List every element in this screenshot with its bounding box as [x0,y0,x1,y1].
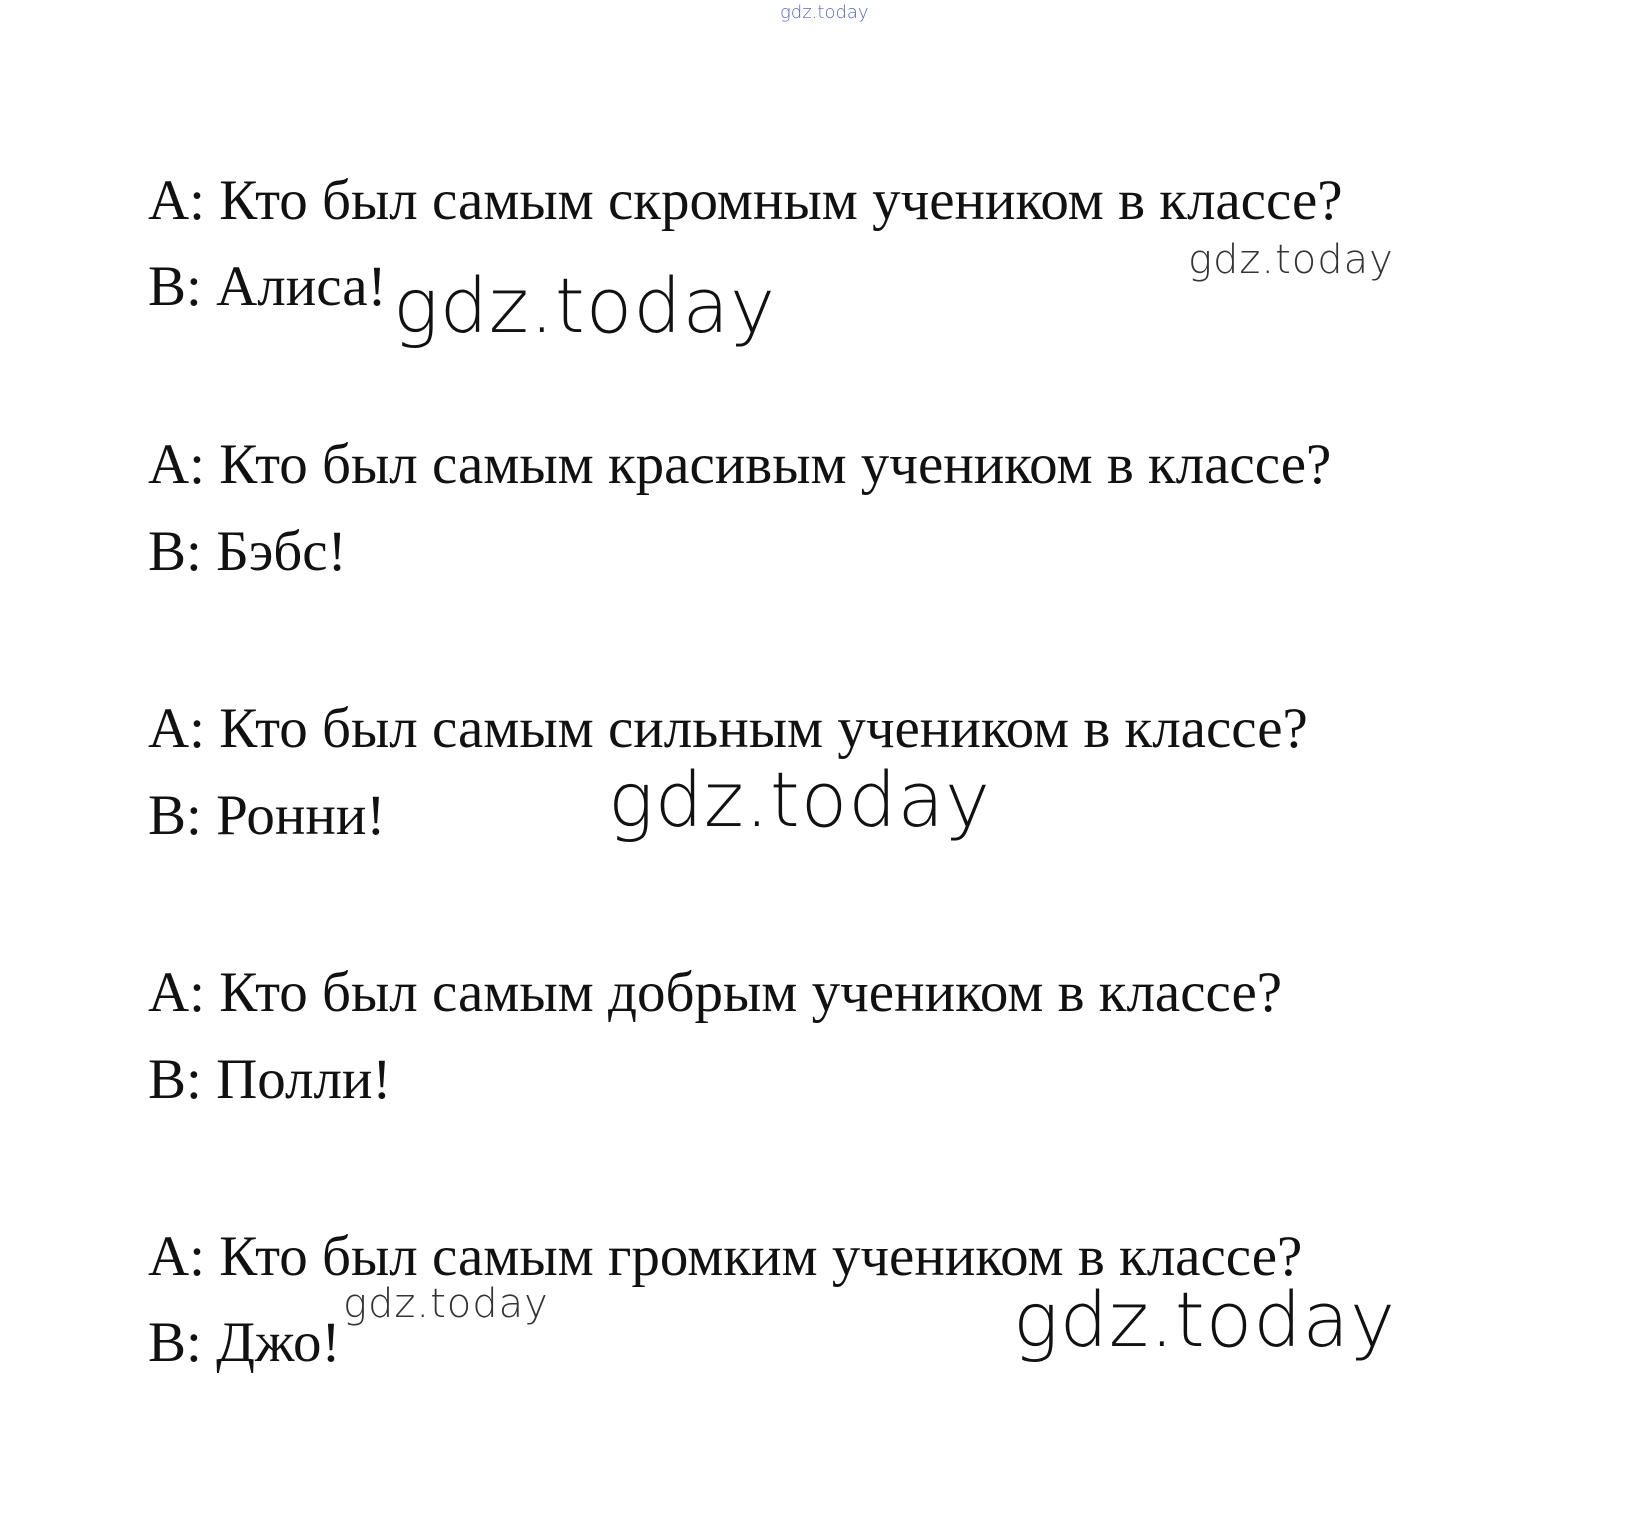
dialogue-4-question: А: Кто был самым добрым учеником в классе? [148,961,1283,1024]
dialogue-5-question: А: Кто был самым громким учеником в классе? [148,1225,1303,1288]
dialogue-3-answer: В: Ронни! [148,784,386,847]
dialogue-3-question: А: Кто был самым сильным учеником в классе? [148,697,1308,760]
watermark-large-3: gdz.today [1013,1275,1396,1364]
dialogue-4-answer: В: Полли! [148,1048,392,1111]
watermark-small-1: gdz.today [1188,237,1394,283]
watermark-large-1: gdz.today [393,261,776,350]
dialogue-2-answer: В: Бэбс! [148,520,347,583]
watermark-top: gdz.today [780,2,869,23]
dialogue-5-answer: В: Джо! [148,1311,341,1374]
watermark-large-2: gdz.today [608,755,991,844]
dialogue-1-question: А: Кто был самым скромным учеником в классе? [148,169,1343,232]
dialogue-1-answer: В: Алиса! [148,255,387,318]
watermark-small-2: gdz.today [343,1281,549,1327]
dialogue-2-question: А: Кто был самым красивым учеником в классе? [148,433,1332,496]
